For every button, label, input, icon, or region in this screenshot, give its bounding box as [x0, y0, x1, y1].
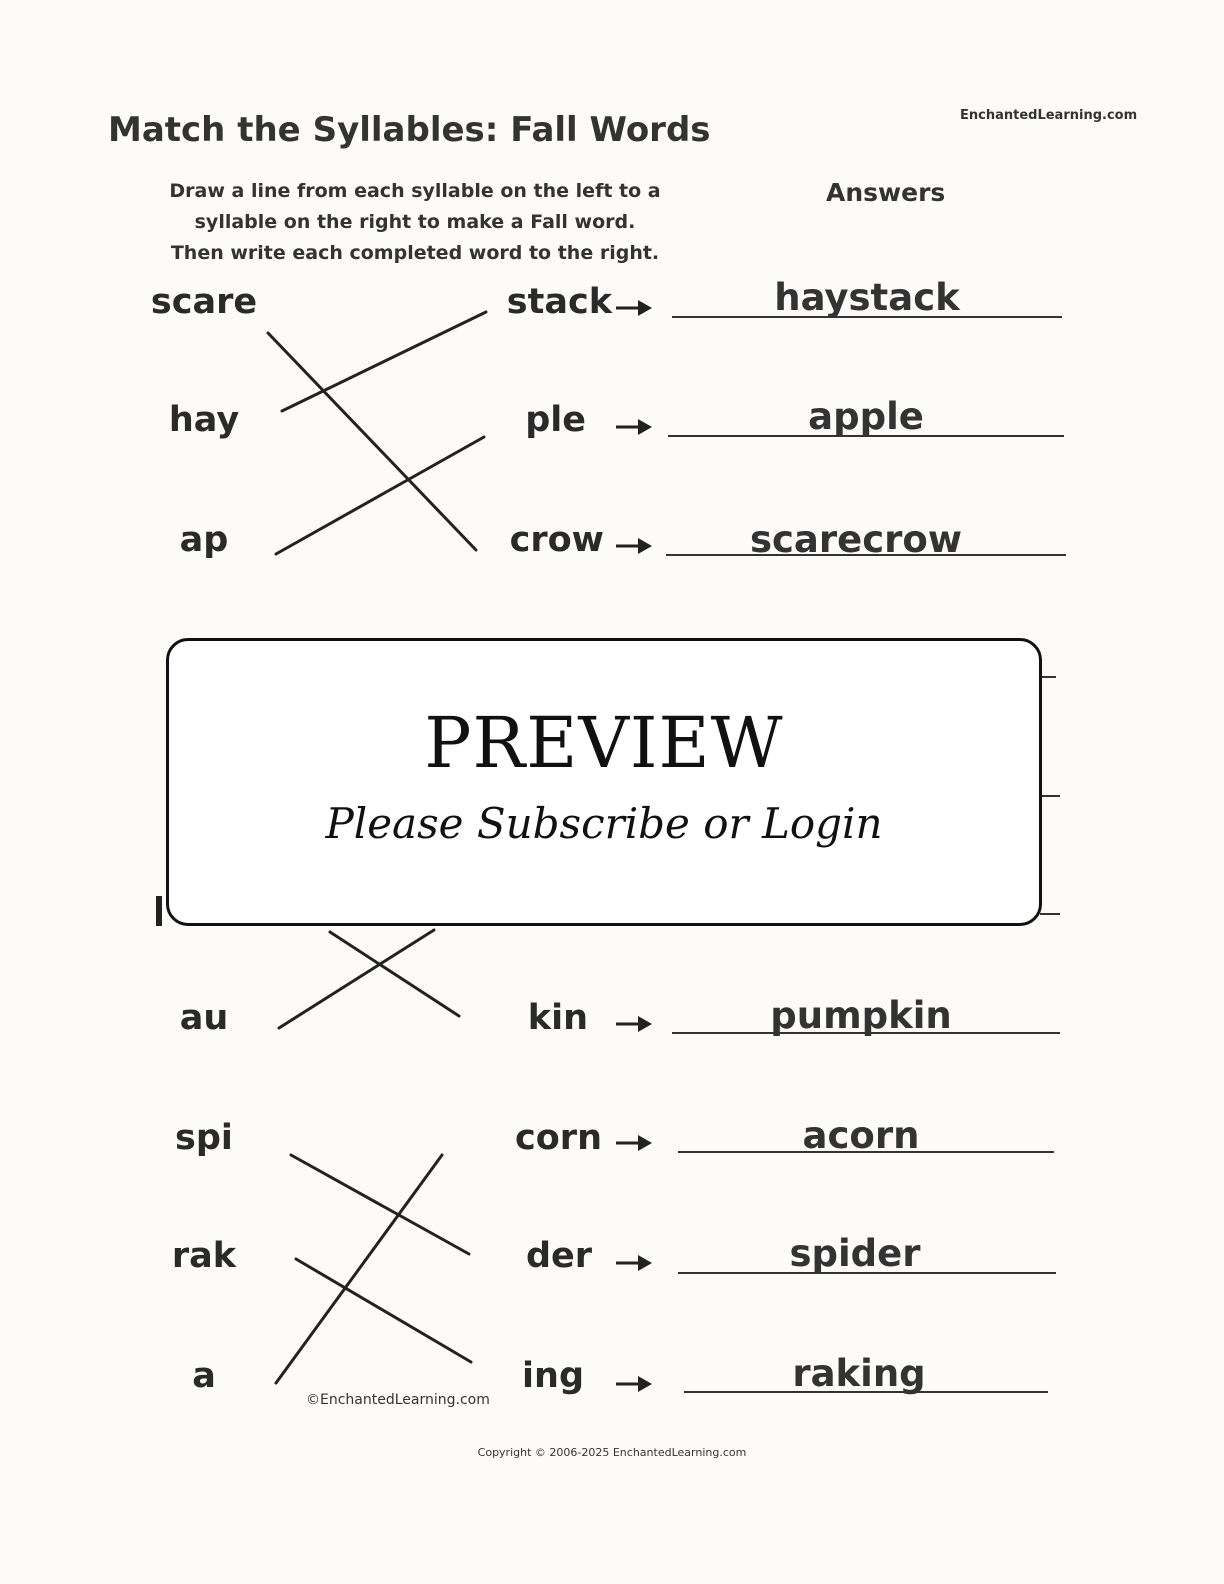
answer-word: apple	[808, 395, 924, 438]
answer-line-stub	[1040, 913, 1060, 915]
arrow-icon	[614, 536, 654, 556]
right-syllable: stack	[506, 282, 612, 322]
left-syllable: a	[192, 1356, 216, 1396]
preview-subtitle[interactable]: Please Subscribe or Login	[325, 799, 883, 848]
match-line-hay-stack	[282, 312, 486, 411]
left-syllable: rak	[171, 1236, 237, 1276]
match-line-rak-ing	[296, 1259, 471, 1362]
arrow-icon	[614, 298, 654, 318]
right-syllable: der	[525, 1236, 592, 1276]
arrow-icon	[614, 417, 654, 437]
answer-word: raking	[792, 1352, 926, 1395]
match-line-au	[279, 930, 434, 1028]
match-line-ap-ple	[276, 437, 484, 554]
answer-word: spider	[789, 1232, 921, 1275]
partial-letter	[156, 896, 162, 926]
watermark: ©EnchantedLearning.com	[306, 1392, 490, 1408]
copyright: Copyright © 2006-2025 EnchantedLearning.com	[477, 1446, 747, 1459]
arrow-icon	[614, 1374, 654, 1394]
instruction-line-1: Draw a line from each syllable on the left to a	[169, 180, 661, 202]
answer-word: pumpkin	[770, 994, 952, 1037]
arrow-icon	[614, 1133, 654, 1153]
match-line-partial-1	[330, 932, 459, 1016]
right-syllable: crow	[509, 520, 604, 560]
answer-line-stub	[1040, 676, 1056, 678]
instruction-line-2: syllable on the right to make a Fall word.	[194, 211, 636, 233]
answer-line-stub	[1040, 795, 1060, 797]
arrow-icon	[614, 1253, 654, 1273]
left-syllable: spi	[175, 1118, 233, 1158]
preview-overlay[interactable]	[166, 638, 1042, 926]
right-syllable: ple	[525, 400, 586, 440]
right-syllable: kin	[527, 998, 588, 1038]
page-title: Match the Syllables: Fall Words	[108, 110, 711, 150]
match-line-scare-crow	[268, 333, 476, 550]
left-syllable: ap	[179, 520, 229, 560]
left-syllable: scare	[150, 282, 258, 322]
instruction-line-3: Then write each completed word to the right.	[170, 242, 660, 264]
answers-header: Answers	[826, 178, 946, 207]
answer-word: scarecrow	[749, 518, 963, 561]
preview-title: PREVIEW	[424, 702, 784, 784]
left-syllable: hay	[168, 400, 240, 440]
left-syllable: au	[179, 998, 229, 1038]
match-line-a-corn	[276, 1155, 442, 1383]
right-syllable: ing	[522, 1356, 584, 1396]
answer-word: haystack	[774, 276, 960, 319]
answer-word: acorn	[802, 1114, 920, 1157]
right-syllable: corn	[515, 1118, 602, 1158]
arrow-icon	[614, 1014, 654, 1034]
site-name[interactable]: EnchantedLearning.com	[960, 108, 1138, 123]
